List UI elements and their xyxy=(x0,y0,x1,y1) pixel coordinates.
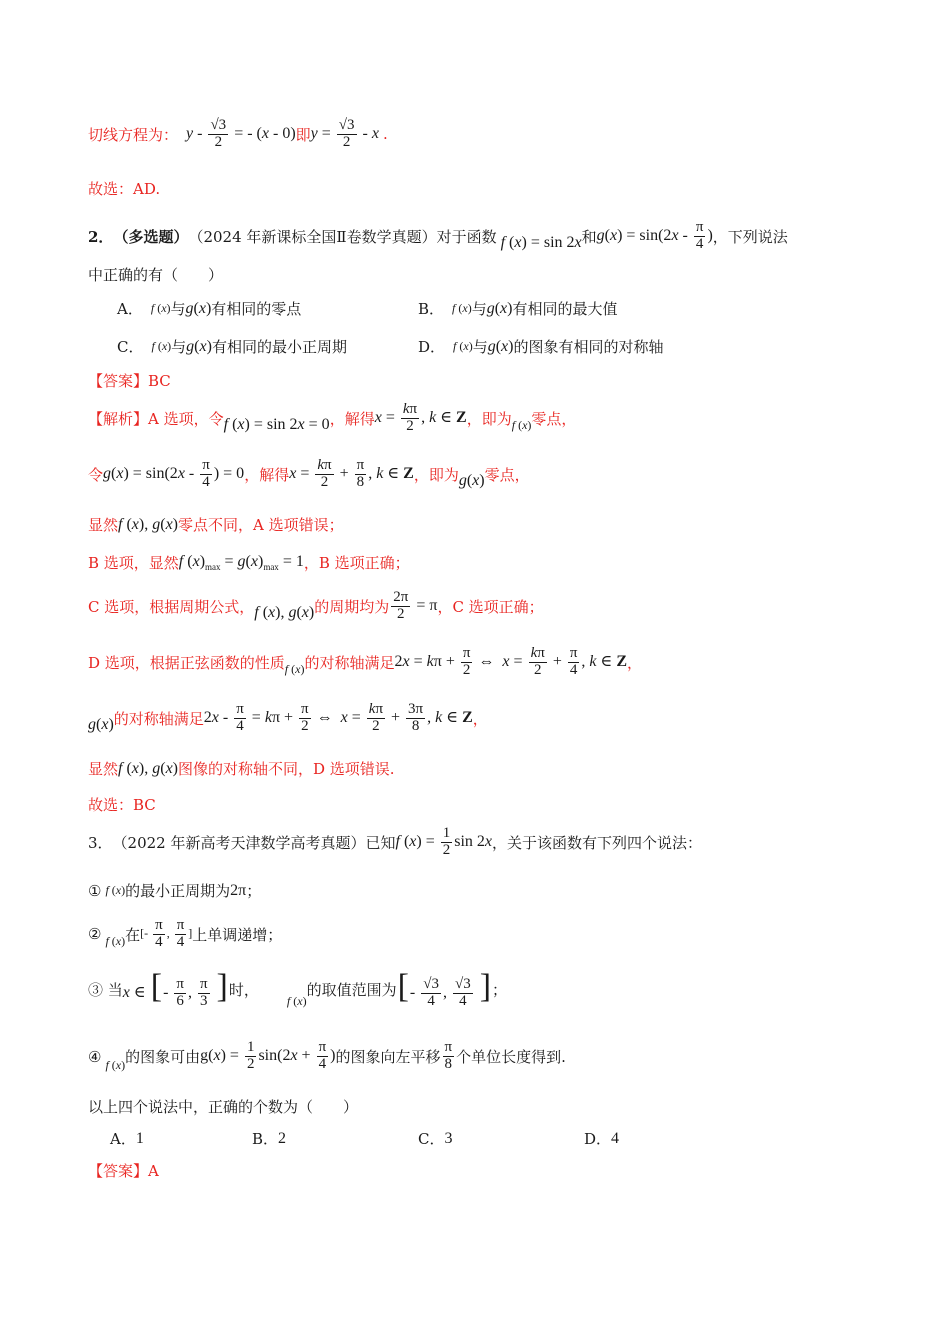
q2-option-b-label: B． xyxy=(418,300,445,318)
q2-option-d-f: f (x) xyxy=(453,339,473,353)
q3-item2-interval: [- $\frac{\pi}{4}$ , $\frac{\pi}{4}$ ] xyxy=(140,917,193,950)
q2-option-b-f: f (x) xyxy=(452,301,472,315)
q3-item3-f: f (x) xyxy=(286,994,307,1009)
s7-b: ， xyxy=(472,709,488,728)
q2-option-b-with: 与 xyxy=(471,300,487,318)
q2-and: 和 xyxy=(581,227,597,246)
q2-answer-text: 【答案】BC xyxy=(88,372,171,390)
tangent-mid: 即 xyxy=(295,125,311,144)
q2-analysis-s6 xyxy=(88,646,642,679)
q3-answer xyxy=(88,1160,159,1181)
q2-option-c-f: f (x) xyxy=(151,339,172,353)
s3-b: 零点不同，A 选项错误； xyxy=(178,516,344,534)
q2-option-b[interactable] xyxy=(418,298,618,319)
s2-formula: g(x) = sin(2x - $\frac{\pi}{4}$ ) = 0 xyxy=(103,457,245,490)
q3-item-2 xyxy=(88,918,282,951)
s1-d: 零点， xyxy=(531,409,577,428)
q2-option-a-f: f (x) xyxy=(150,301,171,315)
q3-item4-shift: $\frac{\pi}{8}$ xyxy=(444,1039,453,1072)
q3-item-3 xyxy=(88,970,507,1010)
q3-option-a-label: A． xyxy=(110,1130,136,1148)
s6-c: ， xyxy=(627,653,643,672)
q3-item3-text-a: 时， xyxy=(228,981,259,1000)
q3-item1-end: ； xyxy=(246,882,262,900)
q3-source: （2022 年新高考天津数学高考真题）已知 xyxy=(112,833,396,852)
s8-b: 图像的对称轴不同，D 选项错误. xyxy=(178,760,395,778)
q2-option-a-with: 与 xyxy=(170,300,186,318)
q3-item1-marker: ① xyxy=(88,881,102,900)
q3-option-b-value: 2 xyxy=(278,1129,287,1147)
q2-option-b-g: g(x) xyxy=(486,299,513,317)
q2-conclusion-text: 故选：BC xyxy=(88,796,156,814)
q2-number: 2． xyxy=(88,227,114,246)
s7-formula: 2x - $\frac{\pi}{4}$ = kπ + $\frac{\pi}{2}$ ⇔ x = $\frac{k\pi}{2}$ + $\frac{3\pi}{8}$ , k ∈ Z xyxy=(203,701,473,734)
q3-option-c-label: C． xyxy=(418,1130,445,1148)
s6-a: D 选项，根据正弦函数的性质 xyxy=(88,653,285,672)
q2-option-d-g: g(x) xyxy=(487,337,514,355)
q3-item4-text-c: 个单位长度得到. xyxy=(456,1048,566,1066)
q2-g-def: g(x) = sin(2x - $\frac{\pi}{4}$ ) xyxy=(596,219,713,252)
s2-d: 零点， xyxy=(484,465,530,484)
q2-stem-line2 xyxy=(88,264,223,285)
q3-item4-marker: ④ xyxy=(88,1047,102,1066)
q3-item3-domain: x ∈ [- $\frac{\pi}{6}$ , $\frac{\pi}{3}$ ] xyxy=(122,968,228,1009)
s5-c: ，C 选项正确； xyxy=(437,597,544,616)
analysis-tag: 【解析】 xyxy=(88,409,149,428)
s1-b: ，解得 xyxy=(329,409,375,428)
tangent-prefix: 切线方程为： xyxy=(88,125,179,144)
s4-formula: f $(x)_{max} = g(x)_{max} = 1$ xyxy=(178,552,304,573)
q2-option-a-text: 有相同的零点 xyxy=(211,300,302,318)
s5-period: $\frac{2\pi}{2}$ = π xyxy=(393,589,438,622)
s1-a: A 选项，令 xyxy=(148,409,224,428)
q3-option-d-value: 4 xyxy=(611,1129,620,1147)
q3-item3-end: ； xyxy=(492,981,508,1000)
tangent-formula-2: y = $\frac{√3}{2}$ - x xyxy=(310,117,379,150)
s5-a: C 选项，根据周期公式， xyxy=(88,597,255,616)
q2-f-def: f (x) = sin 2x xyxy=(500,234,582,252)
q3-item3-range: [- $\frac{√3}{4}$ , $\frac{√3}{4}$ ] xyxy=(397,968,492,1009)
q2-analysis-s1 xyxy=(88,402,576,435)
q3-item2-f: f (x) xyxy=(105,933,126,948)
q2-option-c-g: g(x) xyxy=(186,337,212,355)
q3-option-a[interactable] xyxy=(110,1128,144,1149)
s1-solution: x = $\frac{k\pi}{2}$ , k ∈ Z xyxy=(374,401,467,434)
q3-item4-g: g(x) = $\frac{1}{2}$ sin(2x + $\frac{\pi}{4}$ ) xyxy=(200,1039,336,1072)
q3-option-d[interactable] xyxy=(584,1128,619,1149)
q2-tail: ，下列说法 xyxy=(712,227,788,246)
q2-analysis-s8 xyxy=(88,758,395,779)
q3-question xyxy=(88,1096,358,1117)
q3-item4-text-a: 的图象可由 xyxy=(125,1048,201,1066)
q2-stem xyxy=(88,220,788,253)
s1-c: ，即为 xyxy=(466,409,512,428)
s1-f: f (x) xyxy=(511,417,532,432)
s5-fg: f (x), g(x) xyxy=(254,604,315,622)
s7-a: 的对称轴满足 xyxy=(113,709,204,728)
q3-answer-text: 【答案】A xyxy=(88,1162,159,1180)
p1-conclusion xyxy=(88,178,160,199)
tangent-end: . xyxy=(382,125,388,144)
q2-analysis-s4 xyxy=(88,552,410,573)
s6-formula: 2x = kπ + $\frac{\pi}{2}$ ⇔ x = $\frac{k\pi}{2}$ + $\frac{\pi}{4}$ , k ∈ Z xyxy=(394,645,628,678)
tangent-formula-1: y - $\frac{√3}{2}$ = - (x - 0) xyxy=(186,117,296,150)
s3-fg: f (x), g(x) xyxy=(118,515,178,533)
s3-a: 显然 xyxy=(88,516,119,534)
q2-type: （多选题） xyxy=(113,227,189,246)
s5-b: 的周期均为 xyxy=(314,597,390,616)
q3-item1-f: f (x) xyxy=(105,883,126,897)
q2-option-a[interactable] xyxy=(117,298,301,319)
s4-a: B 选项，显然 xyxy=(88,554,179,572)
q2-analysis-s5 xyxy=(88,590,544,623)
s2-c: ，即为 xyxy=(413,465,459,484)
q3-option-a-value: 1 xyxy=(135,1129,144,1147)
q3-item1-value: 2π xyxy=(230,881,247,899)
s2-a: 令 xyxy=(88,465,104,484)
q3-item2-text-a: 在 xyxy=(125,925,141,944)
q3-number: 3． xyxy=(88,833,113,852)
s1-formula: f (x) = sin 2x = 0 xyxy=(223,416,330,434)
q2-option-c[interactable] xyxy=(117,336,347,357)
q2-analysis-s2 xyxy=(88,458,530,491)
q3-item-1 xyxy=(88,880,261,901)
q3-question-text: 以上四个说法中，正确的个数为（ ） xyxy=(88,1098,359,1116)
q3-option-b-label: B． xyxy=(252,1130,279,1148)
q2-option-c-with: 与 xyxy=(171,338,187,356)
s8-a: 显然 xyxy=(88,760,119,778)
q2-option-c-text: 有相同的最小正周期 xyxy=(211,338,347,356)
q3-option-c[interactable] xyxy=(418,1128,452,1149)
q2-analysis-s7 xyxy=(88,702,488,735)
q2-option-b-text: 有相同的最大值 xyxy=(512,300,618,318)
s4-b: ，B 选项正确； xyxy=(303,554,410,572)
q2-option-a-g: g(x) xyxy=(185,299,212,317)
q3-item2-text-b: 上单调递增； xyxy=(192,925,283,944)
q2-conclusion xyxy=(88,794,156,815)
q2-option-d-text: 的图象有相同的对称轴 xyxy=(513,338,664,356)
q2-answer xyxy=(88,370,171,391)
q2-stem-line2-text: 中正确的有（ ） xyxy=(88,266,224,284)
q3-item2-marker: ② xyxy=(88,925,102,944)
q3-option-d-label: D． xyxy=(584,1130,612,1148)
tangent-line-equation xyxy=(88,118,388,151)
q3-item3-marker: ③ 当 xyxy=(88,981,123,1000)
q3-item1-text: 的最小正周期为 xyxy=(125,882,231,900)
q2-option-c-label: C． xyxy=(117,338,144,356)
s7-g: g(x) xyxy=(88,716,114,734)
q3-item4-text-b: 的图象向左平移 xyxy=(335,1048,441,1066)
s8-fg: f (x), g(x) xyxy=(118,759,178,777)
q3-option-c-value: 3 xyxy=(444,1129,453,1147)
q2-option-d-with: 与 xyxy=(472,338,488,356)
q3-item3-text-b: 的取值范围为 xyxy=(306,981,397,1000)
q3-item4-f: f (x) xyxy=(105,1058,126,1072)
q2-option-a-label: A． xyxy=(117,300,143,318)
q2-option-d-label: D． xyxy=(418,338,446,356)
q2-analysis-s3 xyxy=(88,514,344,535)
q2-option-d[interactable] xyxy=(418,336,664,357)
q3-stem xyxy=(88,826,702,859)
p1-conclusion-text: 故选：AD. xyxy=(88,180,161,198)
s2-solution: x = $\frac{k\pi}{2}$ + $\frac{\pi}{8}$ , k ∈ Z xyxy=(289,457,414,490)
s6-f: f (x) xyxy=(284,661,305,676)
q3-item-4 xyxy=(88,1040,566,1073)
s2-g: g(x) xyxy=(458,472,485,490)
s2-b: ，解得 xyxy=(244,465,290,484)
q3-option-b[interactable] xyxy=(252,1128,286,1149)
q3-tail: ，关于该函数有下列四个说法： xyxy=(492,833,703,852)
s6-b: 的对称轴满足 xyxy=(304,653,395,672)
q3-f-def: f (x) = $\frac{1}{2}$ sin 2x xyxy=(395,825,493,858)
q2-source: （2024 年新课标全国Ⅱ卷数学真题）对于函数 xyxy=(188,227,497,246)
